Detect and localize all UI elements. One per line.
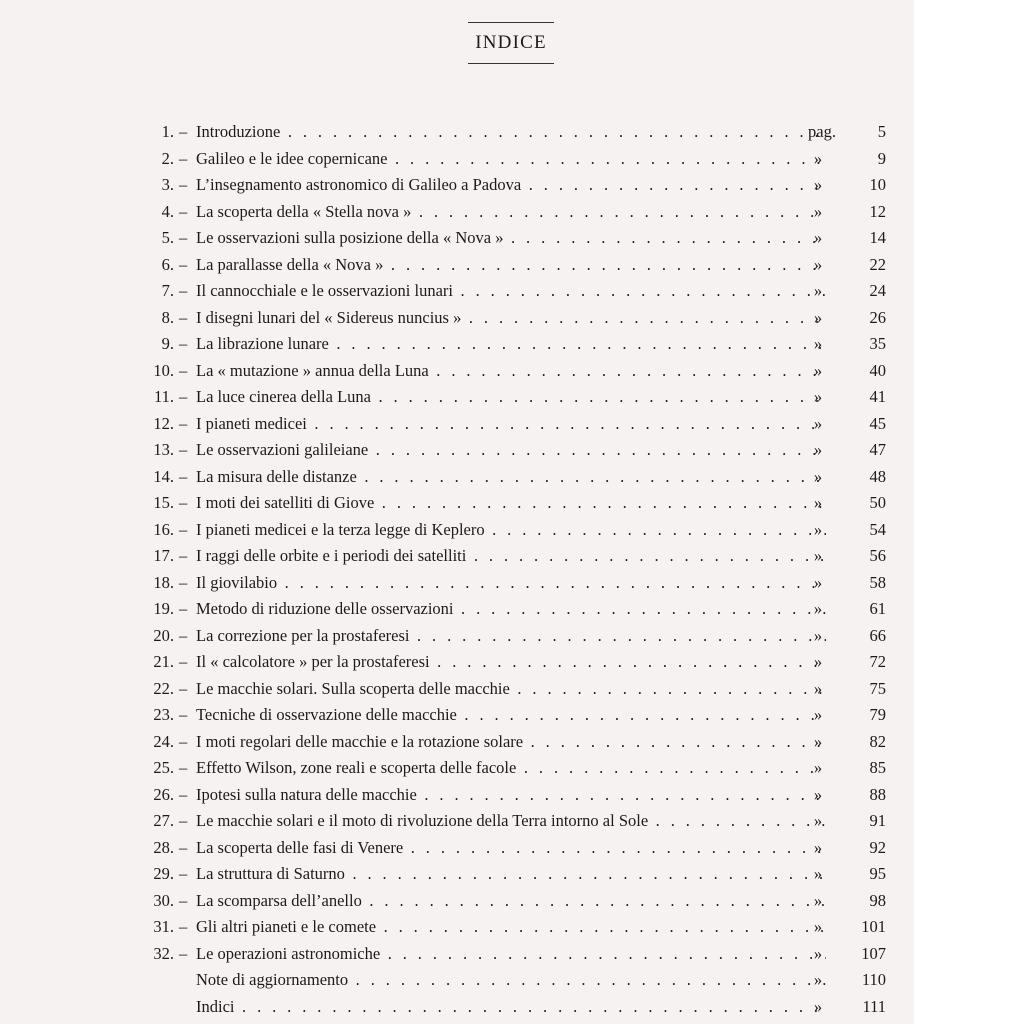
page-number: 110	[861, 970, 886, 989]
page-number: 58	[869, 572, 886, 592]
toc-entry	[138, 411, 886, 438]
toc-entry	[138, 729, 886, 756]
chapter-number: 31.	[153, 917, 174, 936]
chapter-title-text: Le osservazioni sulla posizione della « Nova » . . .	[196, 228, 826, 247]
page-marker: »	[813, 175, 823, 194]
chapter-title-text: La scoperta della « Stella nova » . . .	[196, 202, 826, 221]
chapter-title	[196, 358, 826, 385]
toc-entry	[138, 782, 886, 809]
toc-entry	[138, 994, 886, 1021]
chapter-title	[196, 384, 826, 411]
title-rule-bottom	[468, 63, 554, 64]
page-marker: »	[813, 652, 823, 671]
chapter-title	[196, 305, 826, 332]
chapter-title-text: L’insegnamento astronomico di Galileo a Padova . . .	[196, 175, 826, 194]
number-dash: –	[179, 731, 188, 751]
chapter-title	[196, 119, 826, 146]
chapter-title	[196, 941, 826, 968]
chapter-number: 1.	[161, 122, 174, 141]
chapter-title	[196, 888, 826, 915]
page-marker: »	[813, 837, 823, 857]
chapter-title	[196, 967, 826, 994]
page-number: 72	[869, 652, 886, 671]
number-dash: –	[179, 546, 188, 565]
chapter-title	[196, 331, 826, 358]
chapter-title-text: La correzione per la prostaferesi . . .	[196, 626, 826, 645]
page-marker: »	[813, 784, 823, 804]
page-marker: »	[813, 943, 823, 963]
number-dash: –	[179, 652, 188, 671]
page-number: 54	[869, 519, 886, 539]
chapter-number: 28.	[153, 837, 174, 857]
table-of-contents	[138, 119, 886, 1020]
page-marker: »	[813, 360, 823, 380]
page-marker: »	[813, 864, 823, 883]
chapter-title-text: Galileo e le idee copernicane . . .	[196, 149, 826, 168]
chapter-title	[196, 914, 826, 941]
page-marker: »	[813, 334, 823, 353]
number-dash: –	[179, 122, 188, 141]
page-marker: »	[813, 201, 823, 221]
chapter-title-text: Gli altri pianeti e le comete . . .	[196, 917, 826, 936]
chapter-title	[196, 146, 826, 173]
number-dash: –	[179, 890, 188, 910]
chapter-title-text: La librazione lunare . . .	[196, 334, 826, 353]
title-block	[466, 22, 556, 64]
page-number: 66	[869, 625, 886, 645]
toc-entry	[138, 941, 886, 968]
chapter-title-text: I disegni lunari del « Sidereus nuncius » . . .	[196, 308, 826, 327]
page-marker: »	[813, 228, 823, 247]
chapter-title-text: I pianeti medicei . . .	[196, 414, 826, 433]
toc-entry	[138, 861, 886, 888]
scan-margin	[914, 0, 1024, 1024]
page-marker: »	[813, 440, 823, 459]
chapter-number: 29.	[153, 864, 174, 883]
number-dash: –	[179, 281, 188, 300]
toc-entry	[138, 649, 886, 676]
toc-entry	[138, 331, 886, 358]
page-number: 111	[862, 996, 886, 1016]
page-number: 26	[869, 307, 886, 327]
chapter-number: 22.	[153, 678, 174, 698]
toc-entry	[138, 543, 886, 570]
toc-entry	[138, 835, 886, 862]
chapter-title-text: I raggi delle orbite e i periodi dei satelliti . . .	[196, 546, 826, 565]
toc-entry	[138, 305, 886, 332]
page-number: 82	[869, 731, 886, 751]
toc-entry	[138, 199, 886, 226]
chapter-number: 26.	[153, 784, 174, 804]
chapter-title	[196, 649, 826, 676]
number-dash: –	[179, 811, 188, 830]
toc-entry	[138, 676, 886, 703]
chapter-title-text: Il cannocchiale e le osservazioni lunari . . .	[196, 281, 826, 300]
chapter-number: 19.	[153, 599, 174, 618]
page-number: 95	[869, 864, 886, 883]
chapter-title	[196, 623, 826, 650]
page-number: 45	[869, 413, 886, 433]
page-marker: »	[813, 811, 823, 830]
chapter-number: 20.	[153, 625, 174, 645]
number-dash: –	[179, 413, 188, 433]
chapter-title-text: Il giovilabio . . .	[196, 573, 826, 592]
number-dash: –	[179, 864, 188, 883]
page-marker: »	[813, 599, 823, 618]
page-number: 47	[869, 440, 886, 459]
page-marker: »	[813, 519, 823, 539]
page-number: 9	[877, 148, 886, 168]
number-dash: –	[179, 705, 188, 724]
page-number: 79	[869, 705, 886, 724]
toc-entry	[138, 596, 886, 623]
chapter-title	[196, 464, 826, 491]
chapter-number: 27.	[153, 811, 174, 830]
chapter-title	[196, 729, 826, 756]
page-marker: pag.	[808, 122, 836, 141]
chapter-title-text: Le macchie solari. Sulla scoperta delle macchie . . .	[196, 679, 826, 698]
page-marker: »	[813, 148, 823, 168]
chapter-title-text: Le osservazioni galileiane . . .	[196, 440, 826, 459]
toc-entry	[138, 119, 886, 146]
page-number: 22	[869, 254, 886, 274]
page-number: 85	[869, 758, 886, 777]
page-number: 101	[861, 917, 886, 936]
chapter-title	[196, 543, 826, 570]
number-dash: –	[179, 758, 188, 777]
chapter-number: 6.	[161, 254, 174, 274]
chapter-title	[196, 808, 826, 835]
number-dash: –	[179, 519, 188, 539]
toc-entry	[138, 172, 886, 199]
chapter-title-text: La scoperta delle fasi di Venere . . .	[196, 838, 826, 857]
toc-entry	[138, 437, 886, 464]
chapter-title-text: Introduzione . . .	[196, 122, 826, 141]
page-marker: »	[813, 970, 823, 989]
page-number: 48	[869, 466, 886, 486]
number-dash: –	[179, 307, 188, 327]
page-marker: »	[813, 917, 823, 936]
toc-entry	[138, 146, 886, 173]
chapter-number: 21.	[153, 652, 174, 671]
number-dash: –	[179, 387, 188, 406]
toc-entry	[138, 623, 886, 650]
chapter-title-text: La luce cinerea della Luna . . .	[196, 387, 826, 406]
page-marker: »	[813, 625, 823, 645]
toc-entry	[138, 914, 886, 941]
chapter-number: 12.	[153, 413, 174, 433]
page-number: 35	[869, 334, 886, 353]
page-marker: »	[813, 413, 823, 433]
page-number: 50	[869, 493, 886, 512]
chapter-title-text: La misura delle distanze . . .	[196, 467, 826, 486]
page-number: 10	[869, 175, 886, 194]
number-dash: –	[179, 493, 188, 512]
chapter-title	[196, 490, 826, 517]
page-marker: »	[813, 387, 823, 406]
chapter-title-text: I pianeti medicei e la terza legge di Keplero . . .	[196, 520, 826, 539]
chapter-title	[196, 225, 826, 252]
toc-entry	[138, 464, 886, 491]
chapter-number: 11.	[153, 387, 174, 406]
chapter-number: 17.	[153, 546, 174, 565]
page-marker: »	[813, 731, 823, 751]
chapter-title	[196, 702, 826, 729]
chapter-number: 25.	[153, 758, 174, 777]
chapter-title-text: I moti regolari delle macchie e la rotazione solare . . .	[196, 732, 826, 751]
chapter-title-text: Effetto Wilson, zone reali e scoperta delle facole . . .	[196, 758, 826, 777]
number-dash: –	[179, 784, 188, 804]
chapter-number: 2.	[161, 148, 174, 168]
chapter-number: 18.	[153, 572, 174, 592]
chapter-title	[196, 252, 826, 279]
page-number: 40	[869, 360, 886, 380]
toc-entry	[138, 252, 886, 279]
page-number: 88	[869, 784, 886, 804]
page-marker: »	[813, 254, 823, 274]
chapter-number: 3.	[161, 175, 174, 194]
page-marker: »	[813, 546, 823, 565]
toc-entry	[138, 570, 886, 597]
number-dash: –	[179, 599, 188, 618]
chapter-number: 4.	[161, 201, 174, 221]
toc-entry	[138, 358, 886, 385]
chapter-number: 30.	[153, 890, 174, 910]
chapter-number: 15.	[153, 493, 174, 512]
chapter-title	[196, 172, 826, 199]
number-dash: –	[179, 943, 188, 963]
number-dash: –	[179, 334, 188, 353]
chapter-title	[196, 570, 826, 597]
chapter-number: 7.	[161, 281, 174, 300]
page-title: INDICE	[475, 32, 547, 53]
page-marker: »	[813, 307, 823, 327]
chapter-title-text: Metodo di riduzione delle osservazioni . . .	[196, 599, 826, 618]
chapter-title-text: Le operazioni astronomiche . . .	[196, 944, 826, 963]
chapter-number: 16.	[153, 519, 174, 539]
toc-entry	[138, 967, 886, 994]
page-number: 12	[869, 201, 886, 221]
number-dash: –	[179, 917, 188, 936]
page-number: 98	[869, 890, 886, 910]
toc-entry	[138, 702, 886, 729]
page-marker: »	[813, 758, 823, 777]
chapter-title	[196, 437, 826, 464]
chapter-title-text: Le macchie solari e il moto di rivoluzione della Terra intorno al Sole . . .	[196, 811, 826, 830]
chapter-title	[196, 835, 826, 862]
title-rule-top	[468, 22, 554, 23]
page-marker: »	[813, 890, 823, 910]
toc-entry	[138, 384, 886, 411]
chapter-title-text: La struttura di Saturno . . .	[196, 864, 826, 883]
number-dash: –	[179, 678, 188, 698]
chapter-title-text: La scomparsa dell’anello . . .	[196, 891, 826, 910]
page-number: 91	[869, 811, 886, 830]
page-number: 56	[869, 546, 886, 565]
chapter-title	[196, 411, 826, 438]
chapter-title	[196, 861, 826, 888]
number-dash: –	[179, 228, 188, 247]
chapter-number: 32.	[153, 943, 174, 963]
number-dash: –	[179, 201, 188, 221]
chapter-title	[196, 517, 826, 544]
toc-entry	[138, 225, 886, 252]
page-marker: »	[813, 493, 823, 512]
chapter-title	[196, 199, 826, 226]
chapter-number: 8.	[161, 307, 174, 327]
chapter-title-text: Ipotesi sulla natura delle macchie . . .	[196, 785, 826, 804]
chapter-number: 10.	[153, 360, 174, 380]
chapter-title-text: Il « calcolatore » per la prostaferesi . . .	[196, 652, 826, 671]
chapter-title-text: Indici . . .	[196, 997, 826, 1016]
number-dash: –	[179, 466, 188, 486]
page-number: 5	[877, 122, 886, 141]
toc-entry	[138, 808, 886, 835]
page-marker: »	[813, 705, 823, 724]
chapter-title-text: La parallasse della « Nova » . . .	[196, 255, 826, 274]
chapter-number: 13.	[153, 440, 174, 459]
chapter-title-text: Note di aggiornamento . . .	[196, 970, 826, 989]
number-dash: –	[179, 254, 188, 274]
page-marker: »	[813, 281, 823, 300]
chapter-number: 24.	[153, 731, 174, 751]
page-number: 75	[869, 678, 886, 698]
chapter-number: 23.	[153, 705, 174, 724]
chapter-number: 9.	[161, 334, 174, 353]
chapter-title-text: I moti dei satelliti di Giove . . .	[196, 493, 826, 512]
chapter-title	[196, 994, 826, 1021]
number-dash: –	[179, 175, 188, 194]
number-dash: –	[179, 625, 188, 645]
toc-entry	[138, 888, 886, 915]
chapter-number: 5.	[161, 228, 174, 247]
page-number: 14	[869, 228, 886, 247]
chapter-title	[196, 676, 826, 703]
toc-entry	[138, 278, 886, 305]
toc-entry	[138, 490, 886, 517]
page-number: 24	[869, 281, 886, 300]
number-dash: –	[179, 440, 188, 459]
chapter-number: 14.	[153, 466, 174, 486]
chapter-title	[196, 278, 826, 305]
toc-entry	[138, 517, 886, 544]
number-dash: –	[179, 148, 188, 168]
number-dash: –	[179, 837, 188, 857]
chapter-title-text: La « mutazione » annua della Luna . . .	[196, 361, 826, 380]
page-number: 92	[869, 837, 886, 857]
page-number: 61	[869, 599, 886, 618]
page-number: 41	[869, 387, 886, 406]
chapter-title	[196, 782, 826, 809]
page-marker: »	[813, 996, 823, 1016]
number-dash: –	[179, 572, 188, 592]
page-marker: »	[813, 572, 823, 592]
toc-entry	[138, 755, 886, 782]
chapter-title	[196, 755, 826, 782]
page-marker: »	[813, 466, 823, 486]
page-marker: »	[813, 678, 823, 698]
chapter-title	[196, 596, 826, 623]
chapter-title-text: Tecniche di osservazione delle macchie . . .	[196, 705, 826, 724]
number-dash: –	[179, 360, 188, 380]
page-number: 107	[861, 943, 886, 963]
